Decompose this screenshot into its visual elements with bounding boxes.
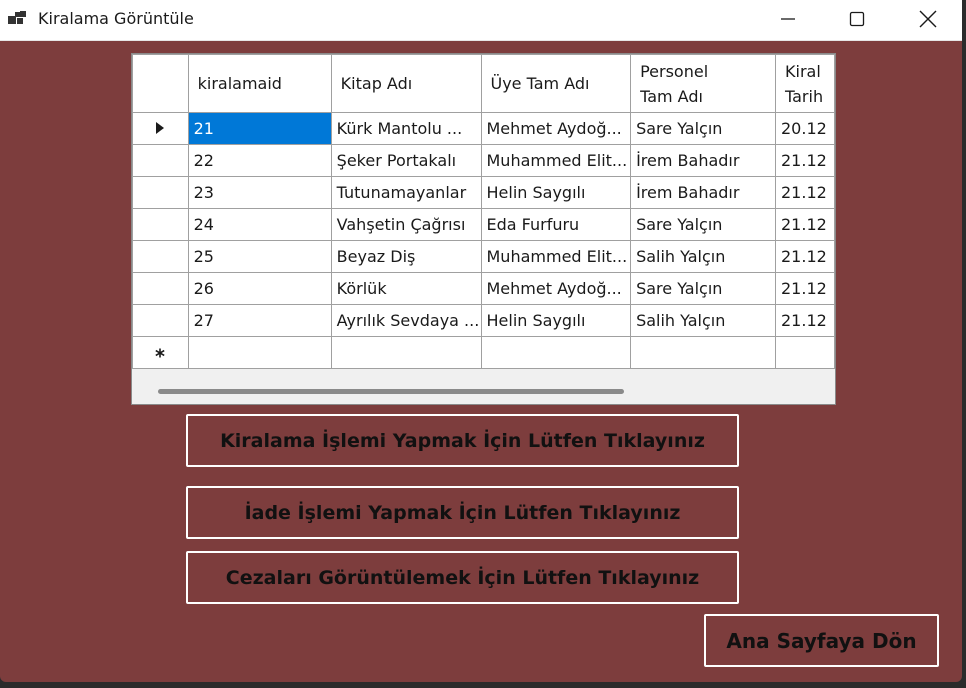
new-row-asterisk-icon (155, 348, 165, 358)
rental-operation-button[interactable]: Kiralama İşlemi Yapmak İçin Lütfen Tıklayınız (186, 414, 739, 467)
maximize-icon (849, 11, 865, 27)
cell-kiralamaid[interactable]: 27 (188, 305, 331, 337)
row-header-cell[interactable] (133, 145, 189, 177)
cell-kiralama-tarihi[interactable]: 20.12 (776, 113, 835, 145)
cell-kiralamaid[interactable]: 25 (188, 241, 331, 273)
table-row[interactable] (133, 273, 835, 305)
return-operation-button[interactable]: İade İşlemi Yapmak İçin Lütfen Tıklayınız (186, 486, 739, 539)
cell-uye-tam-adi[interactable]: Helin Saygılı (481, 305, 631, 337)
maximize-button[interactable] (834, 0, 880, 38)
cell-kitap-adi[interactable]: Vahşetin Çağrısı (331, 209, 481, 241)
close-icon (919, 10, 937, 28)
cell-kiralamaid[interactable]: 21 (188, 113, 331, 145)
column-header-kiralamaid[interactable]: kiralamaid (188, 55, 331, 113)
minimize-icon (780, 11, 796, 27)
cell-uye-tam-adi[interactable]: Eda Furfuru (481, 209, 631, 241)
cell-kitap-adi[interactable]: Şeker Portakalı (331, 145, 481, 177)
cell-kiralama-tarihi[interactable]: 21.12 (776, 209, 835, 241)
cell-personel-tam-adi[interactable]: İrem Bahadır (631, 145, 776, 177)
minimize-button[interactable] (765, 0, 811, 38)
horizontal-scrollbar[interactable] (132, 377, 836, 405)
cell-kiralamaid[interactable]: 23 (188, 177, 331, 209)
table-row[interactable] (133, 177, 835, 209)
column-header-kitap-adi[interactable]: Kitap Adı (331, 55, 481, 113)
cell-personel-tam-adi[interactable] (631, 337, 776, 369)
table-row[interactable] (133, 209, 835, 241)
cell-kiralama-tarihi[interactable]: 21.12 (776, 241, 835, 273)
cell-personel-tam-adi[interactable]: Sare Yalçın (631, 113, 776, 145)
cell-kiralamaid[interactable]: 22 (188, 145, 331, 177)
cell-personel-tam-adi[interactable]: Sare Yalçın (631, 209, 776, 241)
row-header-cell[interactable] (133, 177, 189, 209)
cell-uye-tam-adi[interactable]: Mehmet Aydoğ... (481, 273, 631, 305)
view-penalties-button[interactable]: Cezaları Görüntülemek İçin Lütfen Tıklayınız (186, 551, 739, 604)
cell-kiralama-tarihi[interactable]: 21.12 (776, 305, 835, 337)
column-header-uye-tam-adi[interactable]: Üye Tam Adı (481, 55, 631, 113)
close-button[interactable] (905, 0, 951, 38)
app-icon (8, 10, 28, 26)
table-row[interactable] (133, 145, 835, 177)
header-row (133, 55, 835, 113)
cell-kiralamaid[interactable]: 26 (188, 273, 331, 305)
cell-kitap-adi[interactable]: Ayrılık Sevdaya ... (331, 305, 481, 337)
cell-personel-tam-adi[interactable]: İrem Bahadır (631, 177, 776, 209)
cell-kitap-adi[interactable] (331, 337, 481, 369)
cell-kiralama-tarihi[interactable]: 21.12 (776, 145, 835, 177)
row-header-cell[interactable] (133, 209, 189, 241)
table-row[interactable] (133, 241, 835, 273)
cell-kiralama-tarihi[interactable] (776, 337, 835, 369)
cell-uye-tam-adi[interactable]: Muhammed Elit... (481, 241, 631, 273)
cell-uye-tam-adi[interactable] (481, 337, 631, 369)
cell-personel-tam-adi[interactable]: Salih Yalçın (631, 305, 776, 337)
cell-personel-tam-adi[interactable]: Salih Yalçın (631, 241, 776, 273)
column-header-personel-tam-adi[interactable]: Personel Tam Adı (631, 55, 776, 113)
corner-header-cell[interactable] (133, 55, 189, 113)
row-pointer-icon (155, 122, 165, 134)
cell-uye-tam-adi[interactable]: Mehmet Aydoğ... (481, 113, 631, 145)
horizontal-scrollbar-thumb[interactable] (158, 389, 624, 394)
cell-kitap-adi[interactable]: Körlük (331, 273, 481, 305)
row-header-cell[interactable] (133, 273, 189, 305)
rentals-table (132, 54, 835, 369)
row-header-cell[interactable] (133, 241, 189, 273)
new-row[interactable] (133, 337, 835, 369)
cell-uye-tam-adi[interactable]: Muhammed Elit... (481, 145, 631, 177)
window-title: Kiralama Görüntüle (38, 9, 194, 28)
row-header-cell[interactable] (133, 113, 189, 145)
column-header-kiralama-tarihi[interactable]: Kiral Tarih (776, 55, 835, 113)
row-header-cell[interactable] (133, 305, 189, 337)
cell-uye-tam-adi[interactable]: Helin Saygılı (481, 177, 631, 209)
cell-kiralama-tarihi[interactable]: 21.12 (776, 177, 835, 209)
row-header-cell[interactable] (133, 337, 189, 369)
table-row[interactable] (133, 305, 835, 337)
cell-kiralamaid[interactable]: 24 (188, 209, 331, 241)
rentals-data-grid[interactable] (131, 53, 836, 405)
title-bar (0, 0, 962, 41)
back-to-home-button[interactable]: Ana Sayfaya Dön (704, 614, 939, 667)
cell-kitap-adi[interactable]: Kürk Mantolu ... (331, 113, 481, 145)
table-row[interactable] (133, 113, 835, 145)
cell-kitap-adi[interactable]: Tutunamayanlar (331, 177, 481, 209)
cell-kiralamaid[interactable] (188, 337, 331, 369)
cell-kitap-adi[interactable]: Beyaz Diş (331, 241, 481, 273)
cell-personel-tam-adi[interactable]: Sare Yalçın (631, 273, 776, 305)
cell-kiralama-tarihi[interactable]: 21.12 (776, 273, 835, 305)
